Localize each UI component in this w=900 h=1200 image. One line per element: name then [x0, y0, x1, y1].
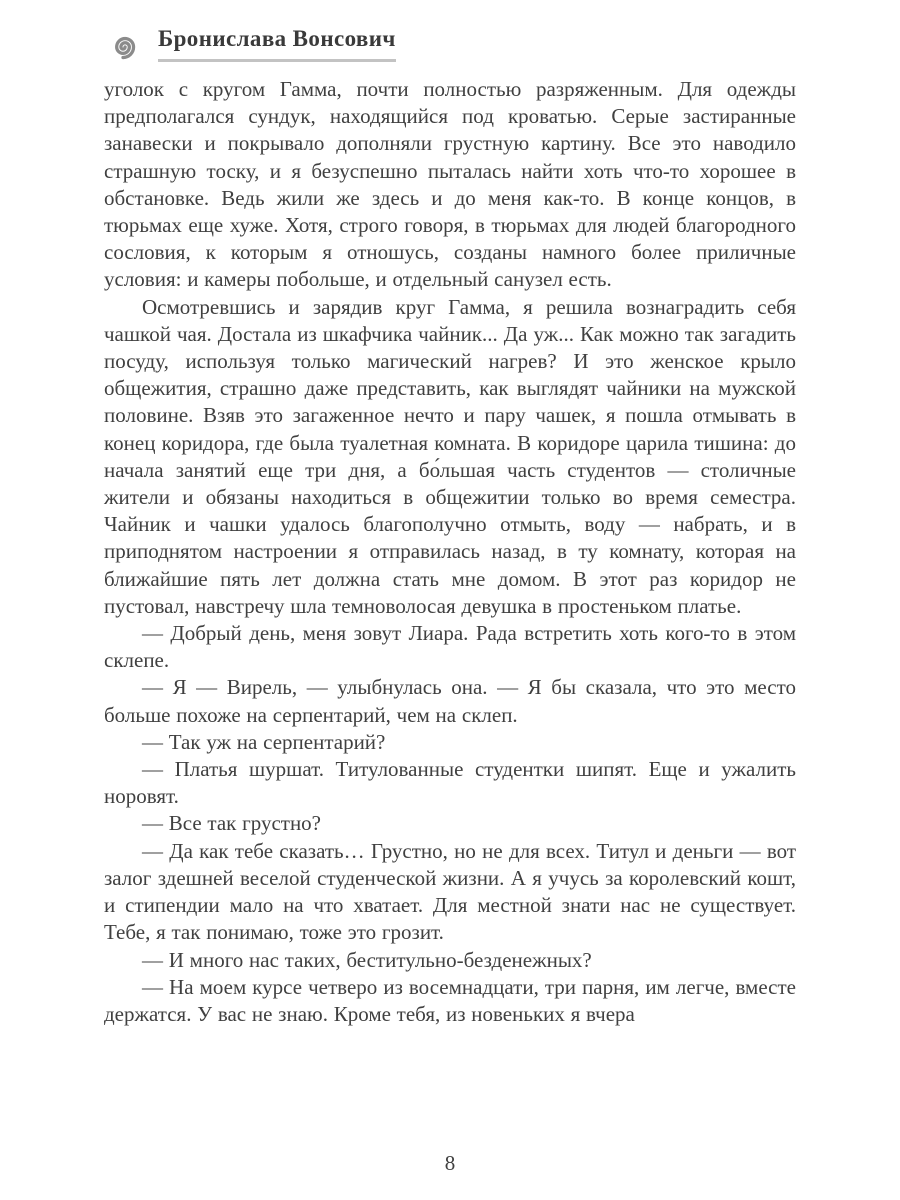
- dialogue-line: — И много нас таких, беститульно-безденежных?: [142, 947, 592, 972]
- dialogue-line: — На моем курсе четверо из восемнадцати, три парня, им легче, вместе держатся. У вас не знаю. Кроме тебя, из новеньких я вчера: [104, 974, 796, 1026]
- dialogue-line: — Добрый день, меня зовут Лиара. Рада встретить хоть кого-то в этом склепе.: [104, 621, 796, 673]
- page-footer: [0, 1151, 900, 1176]
- dialogue-line: — Да как тебе сказать… Грустно, но не для всех. Титул и деньги — вот залог здешней веселой студенческой жизни. А я учусь за королевский кошт, и стипендии мало на что хватает. Для местной знати нас не существует. Тебе, я так понимаю, тоже это грозит.: [104, 838, 796, 945]
- page-number: 8: [444, 1151, 456, 1175]
- page-header: [104, 26, 796, 66]
- dialogue-line: — Так уж на серпентарий?: [142, 729, 386, 754]
- dialogue-line: — Все так грустно?: [142, 811, 322, 836]
- dialogue-line: — Я — Вирель, — улыбнулась она. — Я бы сказала, что это место больше похоже на серпентарий, чем на склеп.: [104, 675, 796, 727]
- spiral-icon: [104, 28, 142, 66]
- dialogue-line: — Платья шуршат. Титулованные студентки шипят. Еще и ужалить норовят.: [104, 757, 796, 809]
- paragraph-continuation: уголок с кругом Гамма, почти полностью разряженным. Для одежды предполагался сундук, находящийся под кроватью. Серые застиранные занавески и покрывало дополняли грустную картину. Все это наводило страшную тоску, и я безуспешно пыталась найти хоть что-то хорошее в обстановке. Ведь жили же здесь и до меня как-то. В конце концов, в тюрьмах еще хуже. Хотя, строго говоря, в тюрьмах для людей благородного сословия, к которым я отношусь, созданы намного более приличные условия: и камеры побольше, и отдельный санузел есть.: [104, 77, 796, 292]
- author-name: Бронислава Вонсович: [158, 26, 396, 62]
- body-text: [104, 76, 796, 1028]
- paragraph: Осмотревшись и зарядив круг Гамма, я решила вознаградить себя чашкой чая. Достала из шкафчика чайник... Да уж... Как можно так загадить посуду, используя только магический нагрев? И это женское крыло общежития, страшно даже представить, как выглядят чайники на мужской половине. Взяв это загаженное нечто и пару чашек, я пошла отмывать в конец коридора, где была туалетная комната. В коридоре царила тишина: до начала занятий еще три дня, а бо́льшая часть студентов — столичные жители и обязаны находиться в общежитии только во время семестра. Чайник и чашки удалось благополучно отмыть, воду — набрать, и в приподнятом настроении я отправилась назад, в ту комнату, которая на ближайшие пять лет должна стать мне домом. В этот раз коридор не пустовал, навстречу шла темноволосая девушка в простеньком платье.: [104, 294, 796, 618]
